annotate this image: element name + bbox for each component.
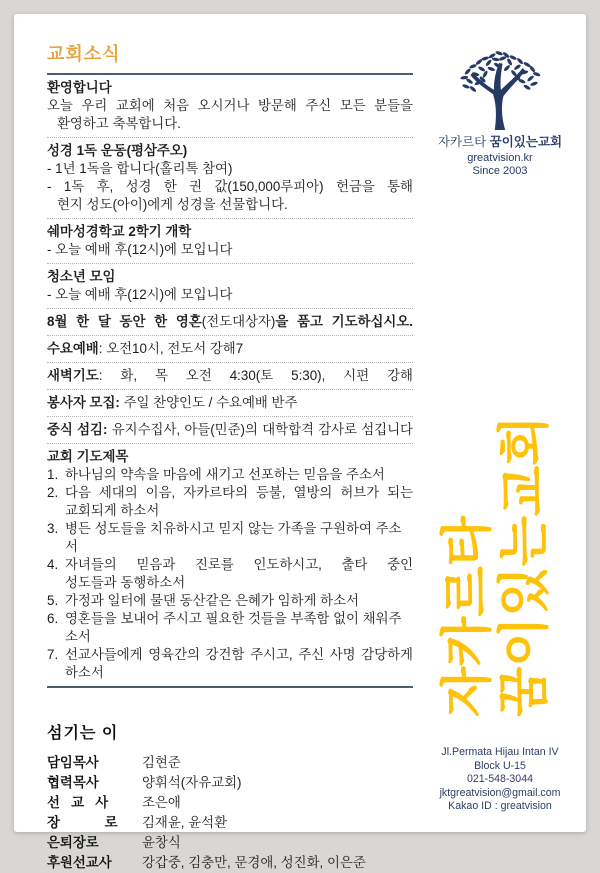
news-section <box>47 264 413 309</box>
serving-role: 장 로 <box>47 815 118 830</box>
prayer-item <box>47 646 413 682</box>
text-line: 현지 성도(아이)에게 성경을 선물합니다. <box>57 197 288 212</box>
prayer-text <box>65 520 413 556</box>
prayer-number: 4. <box>47 557 59 572</box>
section-heading: 환영합니다 <box>47 80 112 95</box>
text-line: 환영하고 축복합니다. <box>57 116 181 131</box>
news-section <box>47 309 413 336</box>
serving-row <box>47 773 413 793</box>
prayer-text <box>65 466 413 484</box>
serving-row <box>47 833 413 853</box>
serving-names: 김현준 <box>142 755 181 770</box>
prayer-text <box>65 484 413 520</box>
prayer-text <box>65 646 413 682</box>
text-line: 선교사들에게 영육간의 강건함 주시고, 주신 사명 감당하게 <box>65 647 413 662</box>
prayer-number: 3. <box>47 521 59 536</box>
text-line: 병든 성도들을 치유하시고 믿지 않는 가족을 구원하여 주소서 <box>65 521 402 554</box>
serving-names: 김재윤, 윤석환 <box>142 815 228 830</box>
labeled-line <box>47 394 413 412</box>
text-line: - 오늘 예배 후(12시)에 모입니다 <box>47 287 233 302</box>
serving-rows <box>47 753 413 873</box>
serving-role: 후원선교사 <box>47 855 112 870</box>
tree-logo-icon <box>456 48 544 130</box>
contact-line: 021-548-3044 <box>467 773 533 785</box>
serving-row <box>47 793 413 813</box>
service-text: 유지수집사, 아들(민준)의 대학합격 감사로 섬깁니다 <box>107 422 413 437</box>
prayer-number: 7. <box>47 647 59 662</box>
service-label: 새벽기도 <box>47 368 99 383</box>
text-line: - 1독 후, 성경 한 권 값(150,000루피아) 헌금을 통해 <box>47 179 413 194</box>
service-label: 수요예배 <box>47 341 99 356</box>
church-website: greatvision.kr <box>467 152 533 164</box>
contact-line: Jl.Permata Hijau Intan IV <box>441 746 559 758</box>
text-line: 영혼들을 보내어 주시고 필요한 것들을 부족함 없이 채워주소서 <box>65 611 402 644</box>
news-section <box>47 138 413 219</box>
news-section <box>47 219 413 264</box>
serving-section <box>47 720 413 873</box>
emphasis-line <box>47 313 413 331</box>
church-name-main: 꿈이있는교회 <box>489 135 563 149</box>
text-line: - 오늘 예배 후(12시)에 모입니다 <box>47 242 233 257</box>
text-line: - 1년 1독을 합니다(홀리톡 참여) <box>47 161 233 176</box>
news-section <box>47 444 413 688</box>
church-name <box>414 132 586 150</box>
prayer-item <box>47 592 413 610</box>
banner-line-1: 자카르타 <box>439 516 497 717</box>
serving-role: 선 교 사 <box>47 795 109 810</box>
serving-row <box>47 813 413 833</box>
serving-row <box>47 753 413 773</box>
section-heading: 성경 1독 운동(평삼주오) <box>47 143 188 158</box>
section-heading: 쉐마성경학교 2학기 개학 <box>47 224 192 239</box>
prayer-item <box>47 520 413 556</box>
serving-role: 담임목사 <box>47 755 99 770</box>
emphasis-part: 을 품고 기도하십시오. <box>275 314 413 329</box>
serving-role: 협력목사 <box>47 775 99 790</box>
service-text: : 오전10시, 전도서 강해7 <box>98 341 244 356</box>
prayer-text <box>65 610 413 646</box>
news-sections <box>47 75 413 688</box>
prayer-item <box>47 484 413 520</box>
news-column <box>47 40 413 873</box>
service-label: 중식 섬김: <box>47 422 108 437</box>
church-since: Since 2003 <box>472 165 528 177</box>
section-heading: 청소년 모임 <box>47 269 116 284</box>
text-line: 자녀들의 믿음과 진로를 인도하시고, 출타 중인 <box>65 557 413 572</box>
serving-row <box>47 853 413 873</box>
news-section <box>47 390 413 417</box>
prayer-text <box>65 592 413 610</box>
text-line: 가정과 일터에 물댄 동산같은 은혜가 임하게 하소서 <box>65 593 359 608</box>
text-line: 성도들과 동행하소서 <box>65 575 186 590</box>
labeled-line <box>47 421 413 439</box>
service-text: : 화, 목 오전 4:30(토 5:30), 시편 강해 <box>98 368 413 383</box>
church-name-city: 자카르타 <box>437 135 490 149</box>
prayer-item <box>47 610 413 646</box>
prayer-text <box>65 556 413 592</box>
prayer-number: 1. <box>47 467 59 482</box>
church-logo-block <box>414 48 586 177</box>
text-line: 하나님의 약속을 마음에 새기고 선포하는 믿음을 주소서 <box>65 467 385 482</box>
news-section <box>47 363 413 390</box>
page-title: 교회소식 <box>47 40 413 75</box>
serving-names: 윤창식 <box>142 835 181 850</box>
text-line: 다음 세대의 이음, 자카르타의 등불, 열방의 허브가 되는 <box>65 485 413 500</box>
news-section <box>47 417 413 444</box>
labeled-line <box>47 340 413 358</box>
section-heading: 교회 기도제목 <box>47 449 129 464</box>
prayer-item <box>47 466 413 484</box>
serving-names: 강갑중, 김충만, 문경애, 성진화, 이은준 <box>142 855 366 870</box>
contact-block <box>414 746 586 814</box>
prayer-number: 5. <box>47 593 59 608</box>
prayer-number: 2. <box>47 485 59 500</box>
prayer-number: 6. <box>47 611 59 626</box>
text-line: 오늘 우리 교회에 처음 오시거나 방문해 주신 모든 분들을 <box>47 98 413 113</box>
prayer-item <box>47 556 413 592</box>
serving-names: 조은애 <box>142 795 181 810</box>
contact-line: jktgreatvision@gmail.com <box>439 786 561 799</box>
banner-line-2: 꿈이있는교회 <box>496 415 554 717</box>
service-label: 봉사자 모집: <box>47 395 120 410</box>
news-section <box>47 336 413 363</box>
service-text: 주일 찬양인도 / 수요예배 반주 <box>119 395 298 410</box>
emphasis-part: 8월 한 달 동안 한 영혼 <box>47 314 202 329</box>
serving-names: 양휘석(자유교회) <box>142 775 242 790</box>
news-section <box>47 75 413 138</box>
bulletin-page <box>14 14 586 870</box>
serving-role: 은퇴장로 <box>47 835 99 850</box>
emphasis-part: (전도대상자) <box>201 314 276 329</box>
vertical-banner <box>440 401 554 717</box>
text-line: 하소서 <box>65 665 104 680</box>
contact-line: Kakao ID : greatvision <box>448 800 552 812</box>
serving-title: 섬기는 이 <box>47 725 119 742</box>
text-line: 교회되게 하소서 <box>65 503 160 518</box>
labeled-line <box>47 367 413 385</box>
contact-line: Block U-15 <box>474 759 526 772</box>
